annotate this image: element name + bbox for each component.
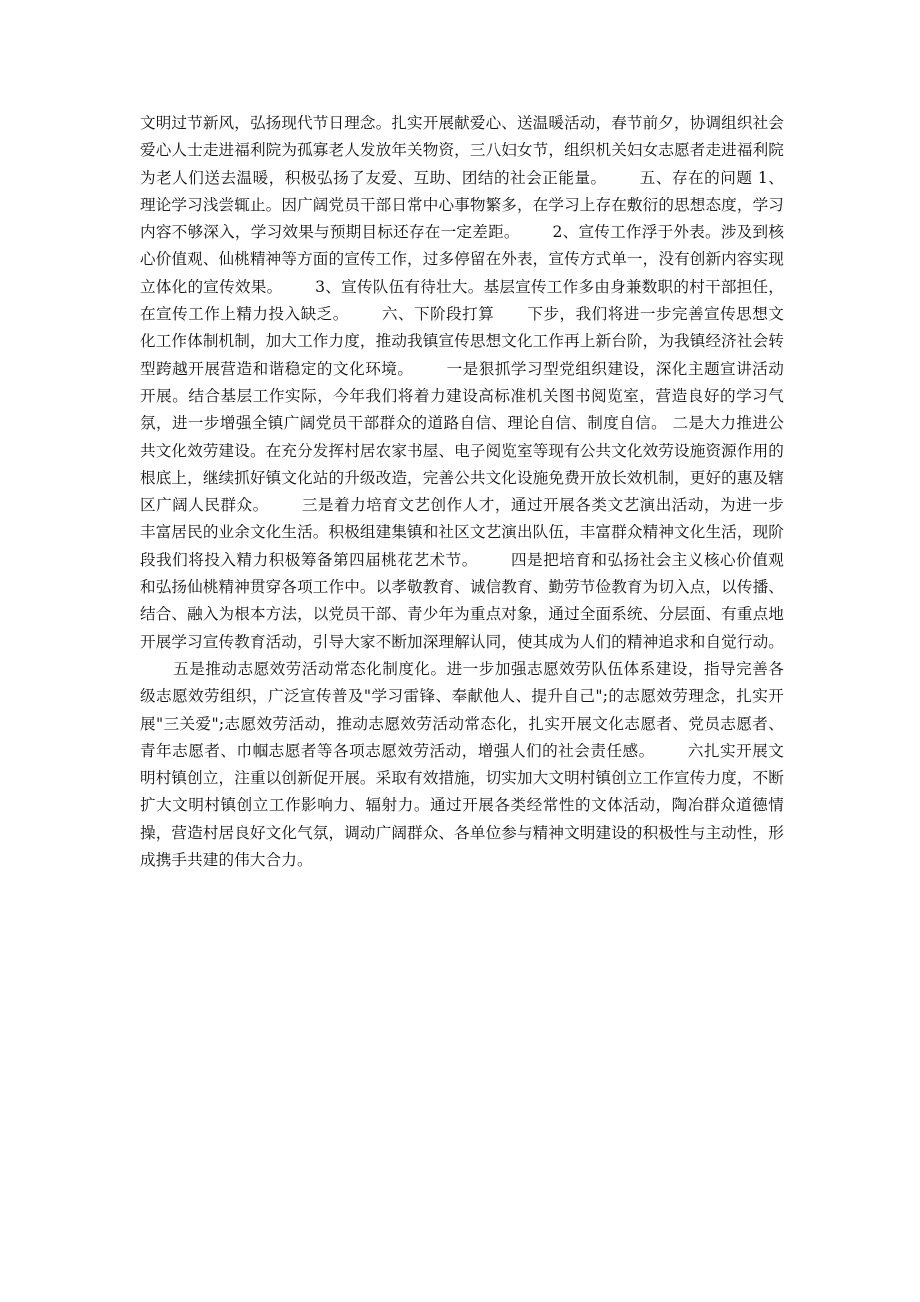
text-segment: 3、宣传队伍有待壮大。基层宣传工作多由身兼数职的村干部担任，在宣传工作上精力投入缺乏。 <box>140 277 785 324</box>
body-paragraph <box>140 110 784 874</box>
text-segment: 六扎实开展文明村镇创立，注重以创新促开展。采取有效措施，切实加大文明村镇创立工作宣传力度，不断扩大文明村镇创立工作影响力、辐射力。通过开展各类经常性的文体活动，陶冶群众道德情操，营造村居良好文化气氛，调动广阔群众、各单位参与精神文明建设的积极性与主动性，形成携手共建的伟大合力。 <box>140 741 784 870</box>
text-segment: 文明过节新风，弘扬现代节日理念。扎实开展献爱心、送温暖活动，春节前夕，协调组织社会爱心人士走进福利院为孤寡老人发放年关物资，三八妇女节，组织机关妇女志愿者走进福利院为老人们送去温暖，积极弘扬了友爱、互助、团结的社会正能量。 <box>140 114 784 187</box>
text-segment: 下步，我们将进一步完善宣传思想文化工作体制机制，加大工作力度，推动我镇宣传思想文化工作再上新台阶，为我镇经济社会转型跨越开展营造和谐稳定的文化环境。 <box>140 305 784 378</box>
text-segment: 2、宣传工作浮于外表。涉及到核心价值观、仙桃精神等方面的宣传工作，过多停留在外表，宣传方式单一，没有创新内容实现立体化的宣传效果。 <box>140 223 785 296</box>
text-segment: 三是着力培育文艺创作人才，通过开展各类文艺演出活动，为进一步丰富居民的业余文化生活。积极组建集镇和社区文艺演出队伍，丰富群众精神文化生活，现阶段我们将投入精力积极筹备第四届桃花艺术节。 <box>140 496 784 569</box>
text-segment: 五是推动志愿效劳活动常态化制度化。进一步加强志愿效劳队伍体系建设，指导完善各级志愿效劳组织，广泛宣传普及"学习雷锋、奉献他人、提升自己";的志愿效劳理念，扎实开展"三关爱";志愿效劳活动，推动志愿效劳活动常态化，扎实开展文化志愿者、党员志愿者、青年志愿者、巾帼志愿者等各项志愿效劳活动，增强人们的社会责任感。 <box>140 659 784 760</box>
text-segment: 四是把培育和弘扬社会主义核心价值观和弘扬仙桃精神贯穿各项工作中。以孝敬教育、诚信教育、勤劳节俭教育为切入点，以传播、结合、融入为根本方法，以党员干部、青少年为重点对象，通过全面系统、分层面、有重点地开展学习宣传教育活动，引导大家不断加深理解认同，使其成为人们的精神追求和自觉行动。 <box>140 550 784 651</box>
text-segment: 五、存在的问题 1、理论学习浅尝辄止。因广阔党员干部日常中心事物繁多，在学习上存在敷衍的思想态度，学习内容不够深入，学习效果与预期目标还存在一定差距。 <box>140 168 784 242</box>
section-heading: 六、下阶段打算 <box>381 305 495 324</box>
text-segment: 一是狠抓学习型党组织建设，深化主题宣讲活动开展。结合基层工作实际，今年我们将着力建设高标准机关图书阅览室，营造良好的学习气氛，进一步增强全镇广阔党员干部群众的道路自信、理论自信、制度自信。 二是大力推进公共文化效劳建设。在充分发挥村居农家书屋、电子阅览室等现有公共文化效劳设施资源作用的根底上，继续抓好镇文化站的升级改造，完善公共文化设施免费开放长效机制，更好的惠及辖区广阔人民群众。 <box>140 359 784 515</box>
